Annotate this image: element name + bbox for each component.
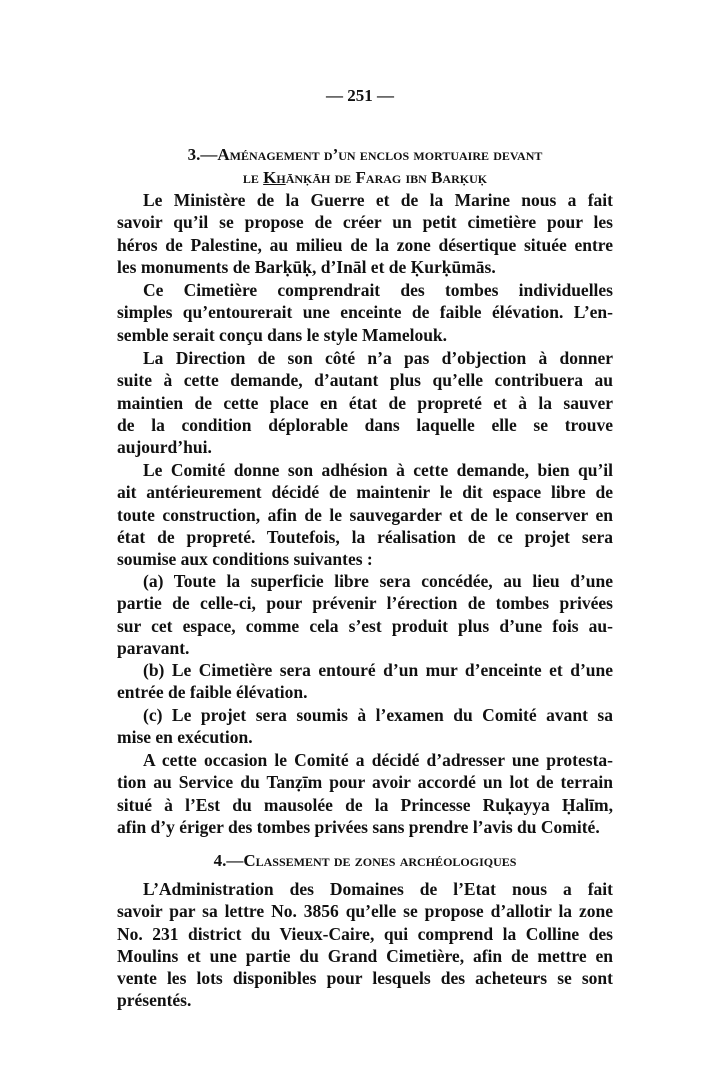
text-line: soumise aux conditions suivantes : <box>117 549 373 570</box>
paragraph <box>117 189 613 278</box>
text-line: (a) Toute la superficie libre sera concédée, au lieu d’une <box>143 571 613 591</box>
text-line: présentés. <box>117 990 192 1011</box>
text-line: suite à cette demande, d’autant plus qu’elle contribuera au <box>117 370 613 391</box>
text-line: toute construction, afin de le sauvegarder et de le conserver en <box>117 504 613 525</box>
text-line: état de propreté. Toutefois, la réalisation de ce projet sera <box>117 526 613 547</box>
text-line: L’Administration des Domaines de l’Etat nous a fait <box>143 879 613 899</box>
section-3-heading <box>117 143 613 189</box>
text-line: Moulins et une partie du Grand Cimetière, afin de mettre en <box>117 945 613 966</box>
heading-text: le <box>242 168 264 187</box>
text-line: (c) Le projet sera soumis à l’examen du Comité avant sa <box>143 705 613 725</box>
text-line: Le Ministère de la Guerre et de la Marine nous a fait <box>143 190 613 210</box>
text-line: héros de Palestine, au milieu de la zone désertique située entre <box>117 234 613 255</box>
text-line: afin d’y ériger des tombes privées sans prendre l’avis du Comité. <box>117 816 600 837</box>
list-item-c <box>117 704 613 749</box>
text-line: A cette occasion le Comité a décidé d’adresser une protesta- <box>143 750 613 770</box>
text-line: aujourd’hui. <box>117 437 212 458</box>
text-line: partie de celle-ci, pour prévenir l’érection de tombes privées <box>117 593 613 614</box>
section-4-heading: 4.—Classement de zones archéologiques <box>213 851 517 870</box>
text-line: vente les lots disponibles pour lesquels des acheteurs se sont <box>117 968 613 989</box>
text-line: paravant. <box>117 637 190 658</box>
heading-text: ānḳāh de Farag ibn Barḳuḳ <box>285 168 488 187</box>
list-item-a <box>117 570 613 659</box>
paragraph <box>117 878 613 1012</box>
section-3-heading-line-2 <box>117 166 613 189</box>
text-line: No. 231 district du Vieux-Caire, qui comprend la Colline des <box>117 923 613 944</box>
text-line: ait antérieurement décidé de maintenir le dit espace libre de <box>117 482 613 503</box>
text-line: Le Comité donne son adhésion à cette demande, bien qu’il <box>143 460 613 480</box>
text-line: semble serait conçu dans le style Mamelouk. <box>117 324 448 345</box>
list-item-b <box>117 659 613 704</box>
text-line: de la condition déplorable dans laquelle elle se trouve <box>117 414 613 435</box>
text-line: mise en exécution. <box>117 727 253 748</box>
text-line: tion au Service du Tanẓīm pour avoir accordé un lot de terrain <box>117 772 613 793</box>
text-line: entrée de faible élévation. <box>117 682 308 703</box>
paragraph <box>117 749 613 838</box>
text-line: simples qu’entourerait une enceinte de faible élévation. L’en- <box>117 302 613 323</box>
page-number: — 251 — <box>326 86 394 105</box>
heading-text-underlined: Kh <box>263 168 286 187</box>
text-line: (b) Le Cimetière sera entouré d’un mur d’enceinte et d’une <box>143 660 613 680</box>
text-line: savoir qu’il se propose de créer un petit cimetière pour les <box>117 212 613 233</box>
text-line: savoir par sa lettre No. 3856 qu’elle se propose d’allotir la zone <box>117 901 613 922</box>
section-3-heading-line-1: 3.—Aménagement d’un enclos mortuaire devant <box>187 145 543 164</box>
text-line: situé à l’Est du mausolée de la Princesse Ruḳayya Ḥalīm, <box>117 794 613 815</box>
paragraph <box>117 279 613 346</box>
text-line: La Direction de son côté n’a pas d’objection à donner <box>143 348 613 368</box>
text-line: les monuments de Barḳūḳ, d’Ināl et de Ḳurḳūmās. <box>117 256 496 277</box>
text-line: Ce Cimetière comprendrait des tombes individuelles <box>143 280 613 300</box>
paragraph <box>117 347 613 458</box>
text-line: sur cet espace, comme cela s’est produit plus d’une fois au- <box>117 615 613 636</box>
text-line: maintien de cette place en état de propreté et à la sauver <box>117 392 613 413</box>
paragraph <box>117 459 613 570</box>
